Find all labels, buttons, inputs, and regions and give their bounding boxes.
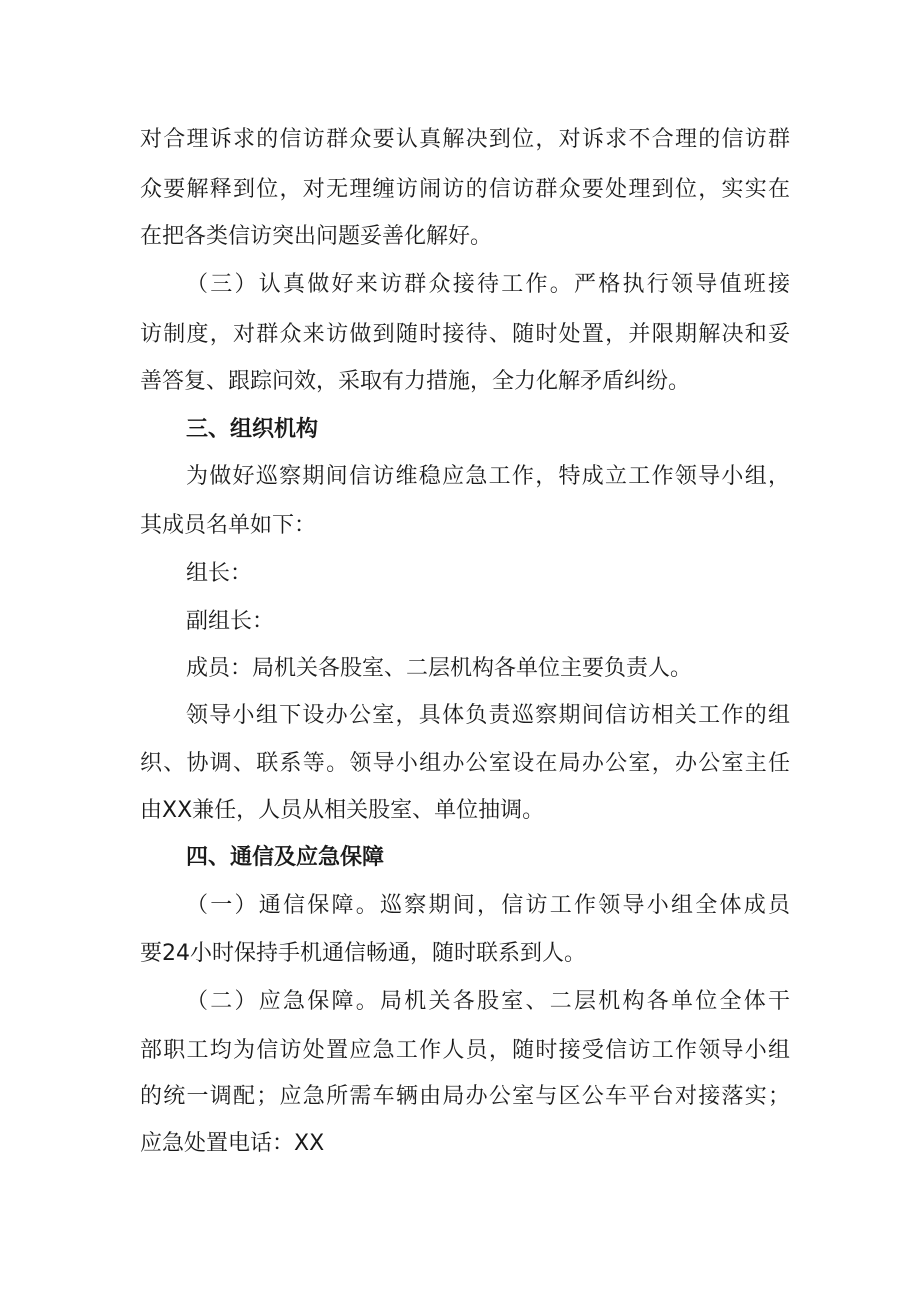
section-heading: 四、通信及应急保障	[186, 845, 385, 870]
paragraph-line: 在把各类信访突出问题妥善化解好。	[140, 224, 493, 249]
paragraph-line: 其成员名单如下：	[140, 513, 317, 538]
paragraph-line: 织、协调、联系等。领导小组办公室设在局办公室，办公室主任	[140, 751, 790, 776]
paragraph-line: （二）应急保障。局机关各股室、二层机构各单位全体干	[186, 989, 790, 1014]
deputy-leader-line: 副组长：	[186, 609, 275, 634]
paragraph-line: 的统一调配；应急所需车辆由局办公室与区公车平台对接落实；	[140, 1084, 790, 1109]
paragraph-line: 要24小时保持手机通信畅通，随时联系到人。	[140, 941, 586, 966]
paragraph-line: 由XX兼任，人员从相关股室、单位抽调。	[140, 798, 545, 823]
paragraph-line: 众要解释到位，对无理缠访闹访的信访群众要处理到位，实实在	[140, 177, 790, 202]
paragraph-line: 访制度，对群众来访做到随时接待、随时处置，并限期解决和妥	[140, 322, 790, 347]
paragraph-line: （三）认真做好来访群众接待工作。严格执行领导值班接	[186, 272, 790, 297]
paragraph-line: 善答复、跟踪问效，采取有力措施，全力化解矛盾纠纷。	[140, 369, 691, 394]
leader-line: 组长：	[186, 561, 253, 586]
paragraph-line: 应急处置电话：XX	[140, 1131, 325, 1156]
paragraph-line: 部职工均为信访处置应急工作人员，随时接受信访工作领导小组	[140, 1038, 790, 1063]
section-heading: 三、组织机构	[186, 417, 319, 442]
members-line: 成员：局机关各股室、二层机构各单位主要负责人。	[186, 656, 693, 681]
paragraph-line: 对合理诉求的信访群众要认真解决到位，对诉求不合理的信访群	[140, 127, 790, 152]
paragraph-line: 为做好巡察期间信访维稳应急工作，特成立工作领导小组，	[186, 464, 790, 489]
paragraph-line: （一）通信保障。巡察期间，信访工作领导小组全体成员	[186, 893, 790, 918]
paragraph-line: 领导小组下设办公室，具体负责巡察期间信访相关工作的组	[186, 703, 790, 728]
